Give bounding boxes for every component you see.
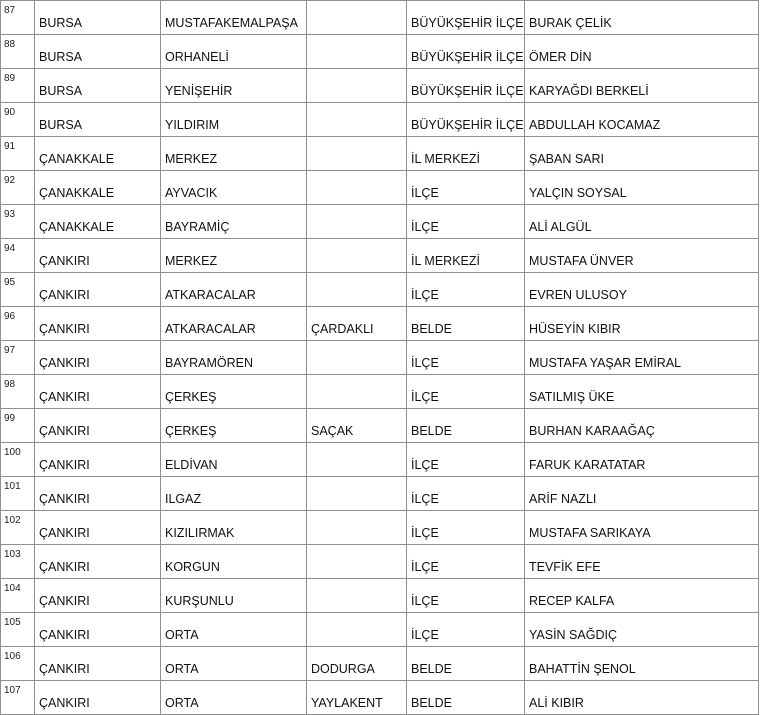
municipality-type-cell[interactable]: BÜYÜKŞEHİR İLÇE	[407, 103, 525, 137]
town-cell[interactable]: ÇARDAKLI	[307, 307, 407, 341]
town-cell[interactable]	[307, 341, 407, 375]
municipality-type-cell[interactable]: BELDE	[407, 681, 525, 715]
province-cell[interactable]: ÇANAKKALE	[35, 171, 161, 205]
province-cell[interactable]: ÇANKIRI	[35, 579, 161, 613]
municipality-type-cell[interactable]: BELDE	[407, 409, 525, 443]
province-cell[interactable]: BURSA	[35, 1, 161, 35]
row-number-cell[interactable]: 92	[1, 171, 35, 205]
candidate-name-cell[interactable]: ÖMER DİN	[525, 35, 759, 69]
table-row	[1, 35, 759, 69]
table-row	[1, 205, 759, 239]
table-row	[1, 239, 759, 273]
town-cell[interactable]	[307, 1, 407, 35]
row-number-cell[interactable]: 94	[1, 239, 35, 273]
district-cell[interactable]: MUSTAFAKEMALPAŞA	[161, 1, 307, 35]
candidate-name-cell[interactable]: RECEP KALFA	[525, 579, 759, 613]
row-number-cell[interactable]: 90	[1, 103, 35, 137]
province-cell[interactable]: ÇANKIRI	[35, 239, 161, 273]
municipality-type-cell[interactable]: İLÇE	[407, 171, 525, 205]
row-number-cell[interactable]: 100	[1, 443, 35, 477]
province-cell[interactable]: ÇANKIRI	[35, 409, 161, 443]
candidate-name-cell[interactable]: ALİ KIBIR	[525, 681, 759, 715]
row-number-cell[interactable]: 95	[1, 273, 35, 307]
province-cell[interactable]: ÇANKIRI	[35, 273, 161, 307]
municipality-type-cell[interactable]: İL MERKEZİ	[407, 239, 525, 273]
candidate-name-cell[interactable]: ARİF NAZLI	[525, 477, 759, 511]
municipality-type-cell[interactable]: İLÇE	[407, 477, 525, 511]
table-row	[1, 171, 759, 205]
row-number-cell[interactable]: 89	[1, 69, 35, 103]
district-cell[interactable]: ORTA	[161, 647, 307, 681]
district-cell[interactable]: KIZILIRMAK	[161, 511, 307, 545]
district-cell[interactable]: ATKARACALAR	[161, 307, 307, 341]
municipality-type-cell[interactable]: BÜYÜKŞEHİR İLÇE	[407, 1, 525, 35]
row-number-cell[interactable]: 104	[1, 579, 35, 613]
row-number-cell[interactable]: 106	[1, 647, 35, 681]
district-cell[interactable]: MERKEZ	[161, 239, 307, 273]
table-row	[1, 137, 759, 171]
municipality-type-cell[interactable]: İLÇE	[407, 613, 525, 647]
municipality-type-cell[interactable]: İLÇE	[407, 545, 525, 579]
province-cell[interactable]: ÇANKIRI	[35, 613, 161, 647]
district-cell[interactable]: MERKEZ	[161, 137, 307, 171]
province-cell[interactable]: ÇANKIRI	[35, 511, 161, 545]
table-row	[1, 375, 759, 409]
candidate-name-cell[interactable]: BURAK ÇELİK	[525, 1, 759, 35]
district-cell[interactable]: ELDİVAN	[161, 443, 307, 477]
table-row	[1, 545, 759, 579]
province-cell[interactable]: ÇANKIRI	[35, 681, 161, 715]
town-cell[interactable]: SAÇAK	[307, 409, 407, 443]
town-cell[interactable]	[307, 171, 407, 205]
table-row	[1, 647, 759, 681]
candidate-name-cell[interactable]: BURHAN KARAAĞAÇ	[525, 409, 759, 443]
district-cell[interactable]: ATKARACALAR	[161, 273, 307, 307]
candidate-name-cell[interactable]: SATILMIŞ ÜKE	[525, 375, 759, 409]
province-cell[interactable]: ÇANKIRI	[35, 307, 161, 341]
town-cell[interactable]	[307, 205, 407, 239]
province-cell[interactable]: BURSA	[35, 69, 161, 103]
municipality-type-cell[interactable]: BELDE	[407, 647, 525, 681]
candidate-name-cell[interactable]: ALİ ALGÜL	[525, 205, 759, 239]
row-number-cell[interactable]: 105	[1, 613, 35, 647]
row-number-cell[interactable]: 99	[1, 409, 35, 443]
table-row	[1, 511, 759, 545]
table-row	[1, 69, 759, 103]
district-cell[interactable]: YILDIRIM	[161, 103, 307, 137]
row-number-cell[interactable]: 93	[1, 205, 35, 239]
table-row	[1, 579, 759, 613]
municipality-type-cell[interactable]: İL MERKEZİ	[407, 137, 525, 171]
district-cell[interactable]: ILGAZ	[161, 477, 307, 511]
province-cell[interactable]: ÇANKIRI	[35, 477, 161, 511]
candidate-name-cell[interactable]: ŞABAN SARI	[525, 137, 759, 171]
municipality-type-cell[interactable]: BÜYÜKŞEHİR İLÇE	[407, 35, 525, 69]
municipality-type-cell[interactable]: İLÇE	[407, 273, 525, 307]
district-cell[interactable]: ÇERKEŞ	[161, 375, 307, 409]
town-cell[interactable]	[307, 137, 407, 171]
table-row	[1, 409, 759, 443]
table-body	[1, 1, 759, 715]
row-number-cell[interactable]: 107	[1, 681, 35, 715]
province-cell[interactable]: ÇANAKKALE	[35, 137, 161, 171]
town-cell[interactable]	[307, 69, 407, 103]
municipality-type-cell[interactable]: BELDE	[407, 307, 525, 341]
candidate-name-cell[interactable]: FARUK KARATATAR	[525, 443, 759, 477]
district-cell[interactable]: ORTA	[161, 681, 307, 715]
candidate-name-cell[interactable]: MUSTAFA SARIKAYA	[525, 511, 759, 545]
province-cell[interactable]: BURSA	[35, 103, 161, 137]
municipality-type-cell[interactable]: İLÇE	[407, 511, 525, 545]
candidate-name-cell[interactable]: YASİN SAĞDIÇ	[525, 613, 759, 647]
candidate-name-cell[interactable]: EVREN ULUSOY	[525, 273, 759, 307]
municipality-type-cell[interactable]: İLÇE	[407, 341, 525, 375]
town-cell[interactable]	[307, 477, 407, 511]
province-cell[interactable]: ÇANKIRI	[35, 375, 161, 409]
province-cell[interactable]: ÇANKIRI	[35, 647, 161, 681]
town-cell[interactable]	[307, 273, 407, 307]
row-number-cell[interactable]: 103	[1, 545, 35, 579]
row-number-cell[interactable]: 98	[1, 375, 35, 409]
province-cell[interactable]: BURSA	[35, 35, 161, 69]
row-number-cell[interactable]: 96	[1, 307, 35, 341]
town-cell[interactable]: DODURGA	[307, 647, 407, 681]
town-cell[interactable]	[307, 103, 407, 137]
table-row	[1, 613, 759, 647]
district-cell[interactable]: ORHANELİ	[161, 35, 307, 69]
town-cell[interactable]	[307, 545, 407, 579]
candidate-name-cell[interactable]: HÜSEYİN KIBIR	[525, 307, 759, 341]
town-cell[interactable]	[307, 35, 407, 69]
province-cell[interactable]: ÇANKIRI	[35, 443, 161, 477]
row-number-cell[interactable]: 97	[1, 341, 35, 375]
province-cell[interactable]: ÇANKIRI	[35, 341, 161, 375]
table-row	[1, 477, 759, 511]
table-row	[1, 103, 759, 137]
row-number-cell[interactable]: 101	[1, 477, 35, 511]
candidate-name-cell[interactable]: TEVFİK EFE	[525, 545, 759, 579]
candidate-name-cell[interactable]: ABDULLAH KOCAMAZ	[525, 103, 759, 137]
table-row	[1, 307, 759, 341]
candidate-name-cell[interactable]: BAHATTİN ŞENOL	[525, 647, 759, 681]
district-cell[interactable]: ORTA	[161, 613, 307, 647]
municipality-type-cell[interactable]: İLÇE	[407, 205, 525, 239]
town-cell[interactable]	[307, 613, 407, 647]
candidate-name-cell[interactable]: MUSTAFA ÜNVER	[525, 239, 759, 273]
row-number-cell[interactable]: 88	[1, 35, 35, 69]
province-cell[interactable]: ÇANKIRI	[35, 545, 161, 579]
town-cell[interactable]: YAYLAKENT	[307, 681, 407, 715]
table-row	[1, 443, 759, 477]
row-number-cell[interactable]: 87	[1, 1, 35, 35]
table-row	[1, 681, 759, 715]
table-row	[1, 1, 759, 35]
district-cell[interactable]: ÇERKEŞ	[161, 409, 307, 443]
district-cell[interactable]: BAYRAMİÇ	[161, 205, 307, 239]
municipality-type-cell[interactable]: İLÇE	[407, 375, 525, 409]
row-number-cell[interactable]: 91	[1, 137, 35, 171]
town-cell[interactable]	[307, 375, 407, 409]
town-cell[interactable]	[307, 239, 407, 273]
province-cell[interactable]: ÇANAKKALE	[35, 205, 161, 239]
district-cell[interactable]: BAYRAMÖREN	[161, 341, 307, 375]
candidate-name-cell[interactable]: MUSTAFA YAŞAR EMİRAL	[525, 341, 759, 375]
table-row	[1, 273, 759, 307]
town-cell[interactable]	[307, 443, 407, 477]
municipality-type-cell[interactable]: BÜYÜKŞEHİR İLÇE	[407, 69, 525, 103]
town-cell[interactable]	[307, 579, 407, 613]
municipality-type-cell[interactable]: İLÇE	[407, 443, 525, 477]
district-cell[interactable]: KORGUN	[161, 545, 307, 579]
town-cell[interactable]	[307, 511, 407, 545]
candidate-name-cell[interactable]: KARYAĞDI BERKELİ	[525, 69, 759, 103]
municipality-type-cell[interactable]: İLÇE	[407, 579, 525, 613]
district-cell[interactable]: KURŞUNLU	[161, 579, 307, 613]
district-cell[interactable]: AYVACIK	[161, 171, 307, 205]
table-row	[1, 341, 759, 375]
row-number-cell[interactable]: 102	[1, 511, 35, 545]
candidate-name-cell[interactable]: YALÇIN SOYSAL	[525, 171, 759, 205]
district-cell[interactable]: YENİŞEHİR	[161, 69, 307, 103]
